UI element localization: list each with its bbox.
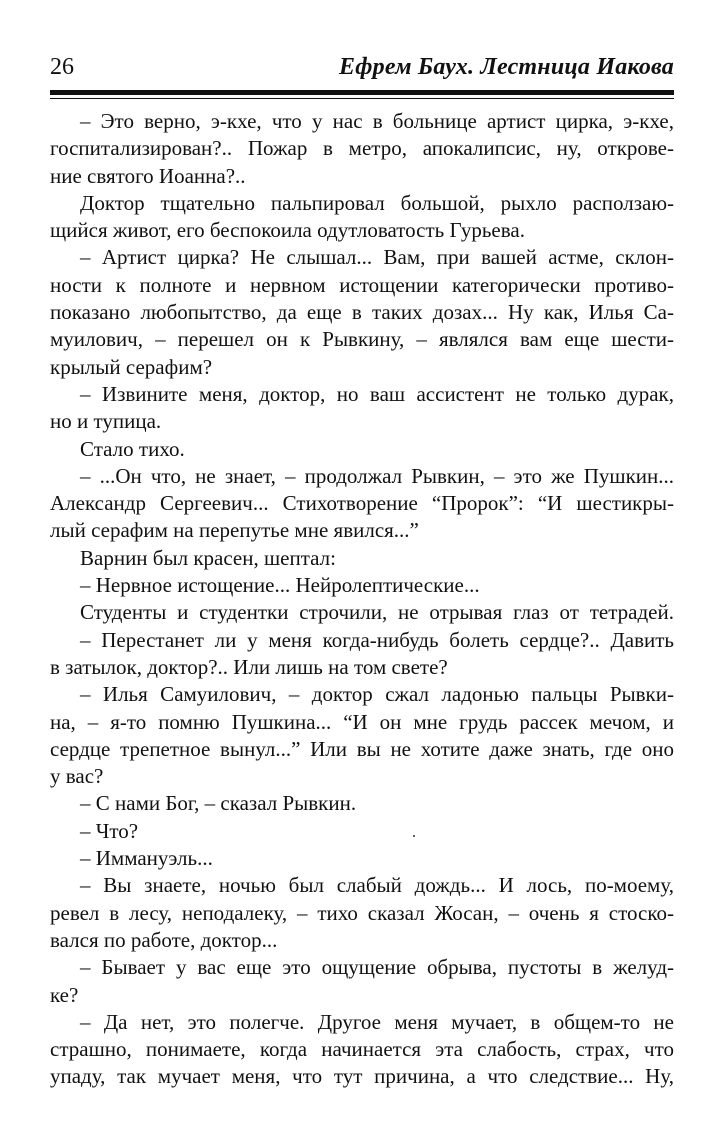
text-line: сердце трепетное вынул...” Или вы не хотите даже знать, где оно — [50, 736, 674, 761]
text-line: – Извините меня, доктор, но ваш ассистент не только дурак, — [80, 381, 674, 406]
text-line: – Бывает у вас еще это ощущение обрыва, пустоты в желуд- — [80, 955, 674, 980]
text-line: – Артист цирка? Не слышал... Вам, при вашей астме, склон- — [80, 245, 674, 270]
text-line: на, – я-то помню Пушкина... “И он мне грудь рассек мечом, и — [50, 709, 674, 734]
text-line: лый серафим на перепутье мне явился...” — [50, 518, 419, 543]
text-line: Александр Сергеевич... Стихотворение “Пророк”: “И шестикры- — [50, 491, 674, 516]
scan-speck — [413, 835, 415, 837]
text-line: ности к полноте и нервном истощении категорически противо- — [50, 272, 674, 297]
page-header — [50, 52, 674, 86]
text-line: – Илья Самуилович, – доктор сжал ладонью пальцы Рывки- — [80, 682, 674, 707]
text-line: Доктор тщательно пальпировал большой, рыхло расползаю- — [80, 190, 674, 215]
text-line: Варнин был красен, шептал: — [80, 545, 336, 570]
text-line: в затылок, доктор?.. Или лишь на том свете? — [50, 654, 448, 679]
text-line: госпитализирован?.. Пожар в метро, апокалипсис, ну, открове- — [50, 136, 674, 161]
text-line: муилович, – перешел он к Рывкину, – являлся вам еще шести- — [50, 327, 674, 352]
running-title: Ефрем Баух. Лестница Иакова — [339, 54, 674, 80]
text-line: Стало тихо. — [80, 436, 185, 461]
text-line: крылый серафим? — [50, 354, 213, 379]
text-line: – Это верно, э-кхе, что у нас в больнице артист цирка, э-кхе, — [80, 109, 674, 133]
text-line: страшно, понимаете, когда начинается эта слабость, страх, что — [50, 1037, 674, 1062]
text-line: – Вы знаете, ночью был слабый дождь... И лось, по-моему, — [80, 873, 674, 898]
text-line: вался по работе, доктор... — [50, 927, 278, 952]
text-line: ревел в лесу, неподалеку, – тихо сказал Жосан, – очень я стоско- — [50, 900, 674, 925]
text-line: – Что? — [80, 818, 139, 843]
header-rule-thin — [50, 98, 674, 99]
text-line: – С нами Бог, – сказал Рывкин. — [80, 791, 357, 816]
text-line: ке? — [50, 982, 79, 1007]
text-line: показано любопытство, да еще в таких дозах... Ну как, Илья Са- — [50, 300, 674, 325]
text-line: но и тупица. — [50, 409, 162, 434]
text-line: Студенты и студентки строчили, не отрывая глаз от тетрадей. — [80, 600, 674, 625]
text-line: – Иммануэль... — [80, 846, 213, 871]
text-line: ние святого Иоанна?.. — [50, 163, 246, 188]
text-line: упаду, так мучает меня, что тут причина, а что следствие... Ну, — [50, 1064, 674, 1089]
text-line: у вас? — [50, 764, 104, 789]
header-rule-thick — [50, 90, 674, 95]
text-line: – ...Он что, не знает, – продолжал Рывкин, – это же Пушкин... — [80, 463, 674, 488]
text-line: – Нервное истощение... Нейролептические... — [80, 573, 480, 598]
page-number: 26 — [50, 54, 74, 80]
text-line: – Перестанет ли у меня когда-нибудь болеть сердце?.. Давить — [80, 627, 674, 652]
text-line: – Да нет, это полегче. Другое меня мучает, в общем-то не — [80, 1009, 674, 1034]
body-text — [50, 108, 674, 1091]
text-line: щийся живот, его беспокоила одутловатость Гурьева. — [50, 218, 525, 243]
